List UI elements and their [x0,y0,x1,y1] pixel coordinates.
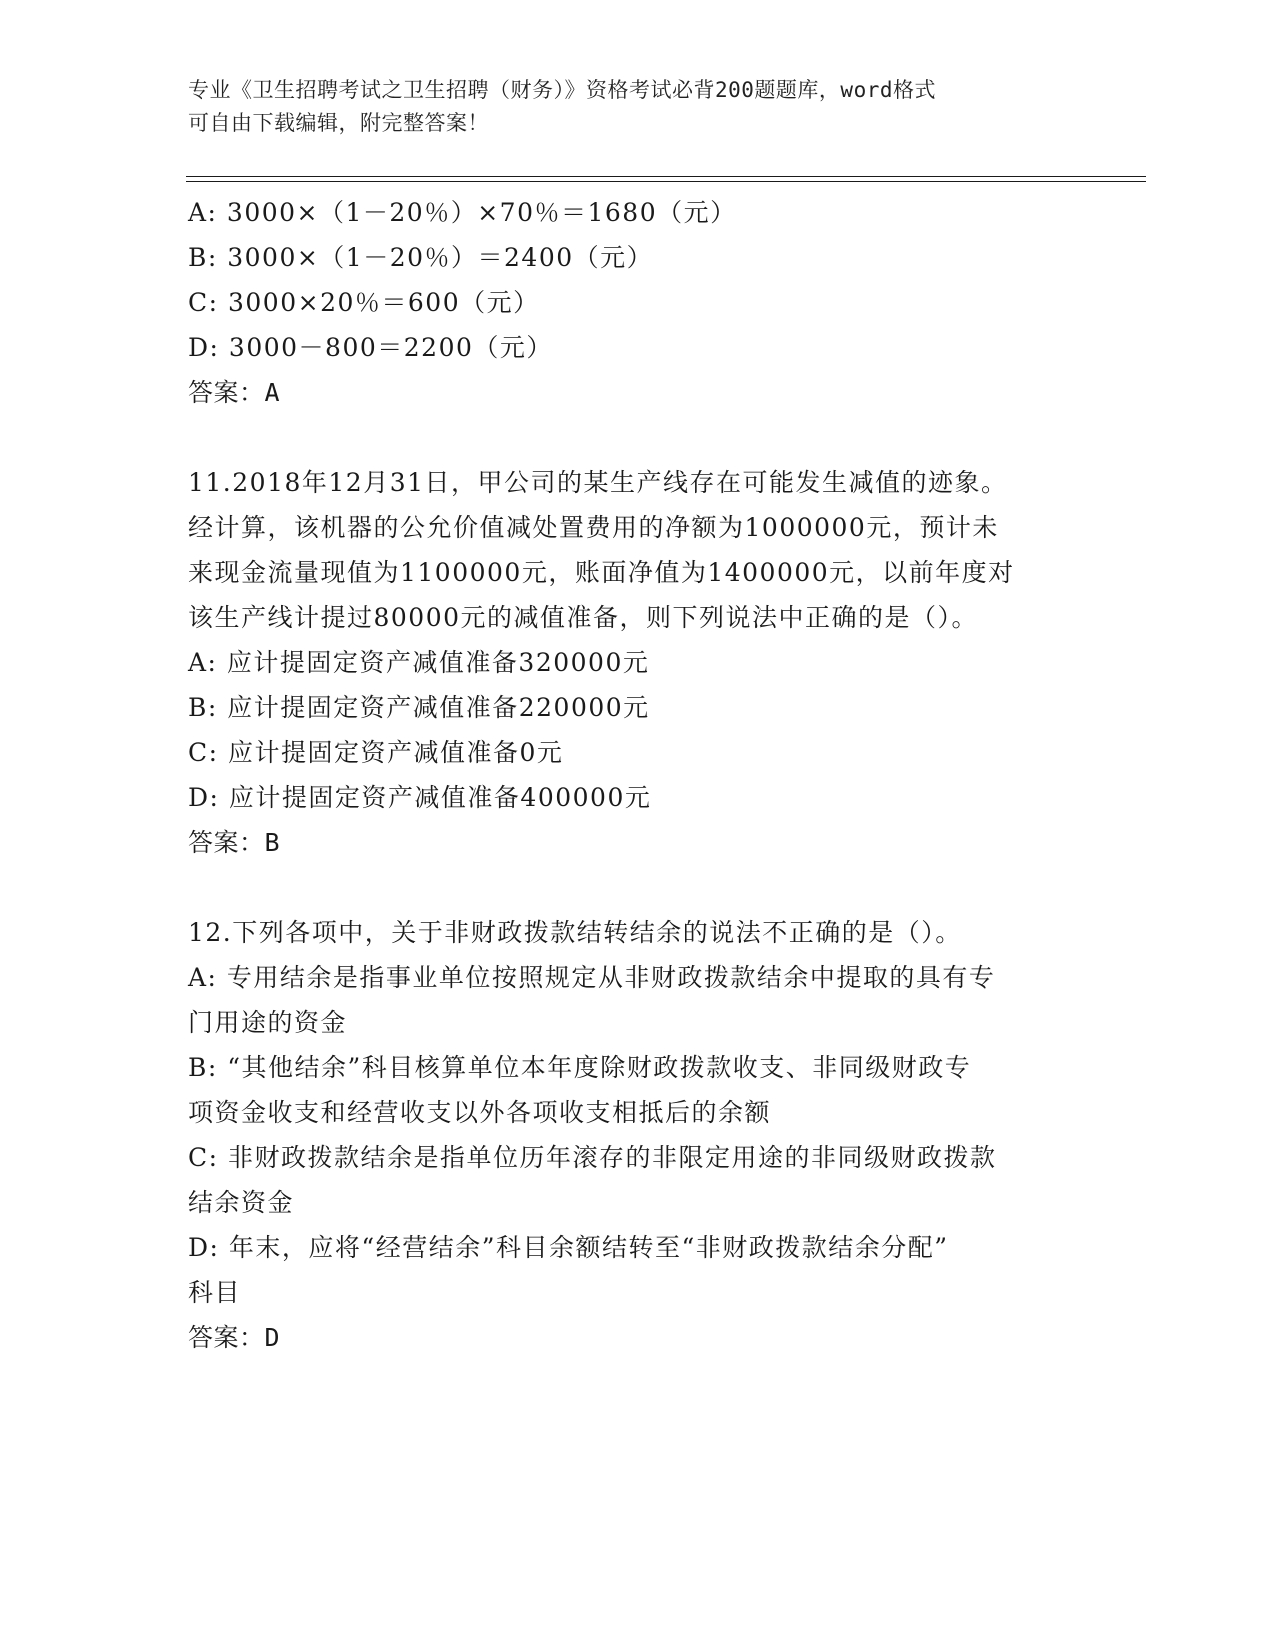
q10-option-b: B: 3000×（1－20％）＝2400（元） [188,243,654,272]
spacer [188,415,1088,460]
q10-option-d: D: 3000－800＝2200（元） [188,333,553,362]
q12-option-b-line-1: B: “其他结余”科目核算单位本年度除财政拨款收支、非同级财政专 [188,1053,972,1082]
q11-option-b: B: 应计提固定资产减值准备220000元 [188,693,650,722]
q12-option-a-line-1: A: 专用结余是指事业单位按照规定从非财政拨款结余中提取的具有专 [188,963,996,992]
q10-answer: 答案：A [188,378,281,407]
q12-option-c-line-2: 结余资金 [188,1188,295,1217]
q12-option-a-line-2: 门用途的资金 [188,1008,348,1037]
q11-stem-line-4: 该生产线计提过80000元的减值准备，则下列说法中正确的是（）。 [188,603,979,632]
spacer [188,865,1088,910]
question-10-block [188,190,1088,415]
header-divider-top [186,176,1146,177]
header-line-2: 可自由下载编辑，附完整答案！ [188,111,489,135]
document-body [188,190,1088,1360]
question-12-block [188,910,1088,1360]
q11-option-c: C: 应计提固定资产减值准备0元 [188,738,564,767]
q11-stem-line-2: 经计算，该机器的公允价值减处置费用的净额为1000000元，预计未 [188,513,999,542]
header-divider-bottom [186,181,1146,182]
q12-option-d-line-1: D: 年末，应将“经营结余”科目余额结转至“非财政拨款结余分配” [188,1233,949,1262]
header-line-1: 专业《卫生招聘考试之卫生招聘（财务）》资格考试必背200题题库，word格式 [188,78,936,102]
q12-option-d-line-2: 科目 [188,1278,242,1307]
q10-option-a: A: 3000×（1－20％）×70％＝1680（元） [188,198,737,227]
document-header [188,74,1088,140]
q12-answer: 答案：D [188,1323,281,1352]
q10-option-c: C: 3000×20％＝600（元） [188,288,540,317]
question-11-block [188,460,1088,865]
q11-stem-line-3: 来现金流量现值为1100000元，账面净值为1400000元，以前年度对 [188,558,1015,587]
q11-answer: 答案：B [188,828,281,857]
q12-option-b-line-2: 项资金收支和经营收支以外各项收支相抵后的余额 [188,1098,772,1127]
q11-stem-line-1: 11.2018年12月31日，甲公司的某生产线存在可能发生减值的迹象。 [188,468,1008,497]
q12-option-c-line-1: C: 非财政拨款结余是指单位历年滚存的非限定用途的非同级财政拨款 [188,1143,997,1172]
q11-option-a: A: 应计提固定资产减值准备320000元 [188,648,650,677]
q12-stem: 12.下列各项中，关于非财政拨款结转结余的说法不正确的是（）。 [188,918,962,947]
q11-option-d: D: 应计提固定资产减值准备400000元 [188,783,652,812]
